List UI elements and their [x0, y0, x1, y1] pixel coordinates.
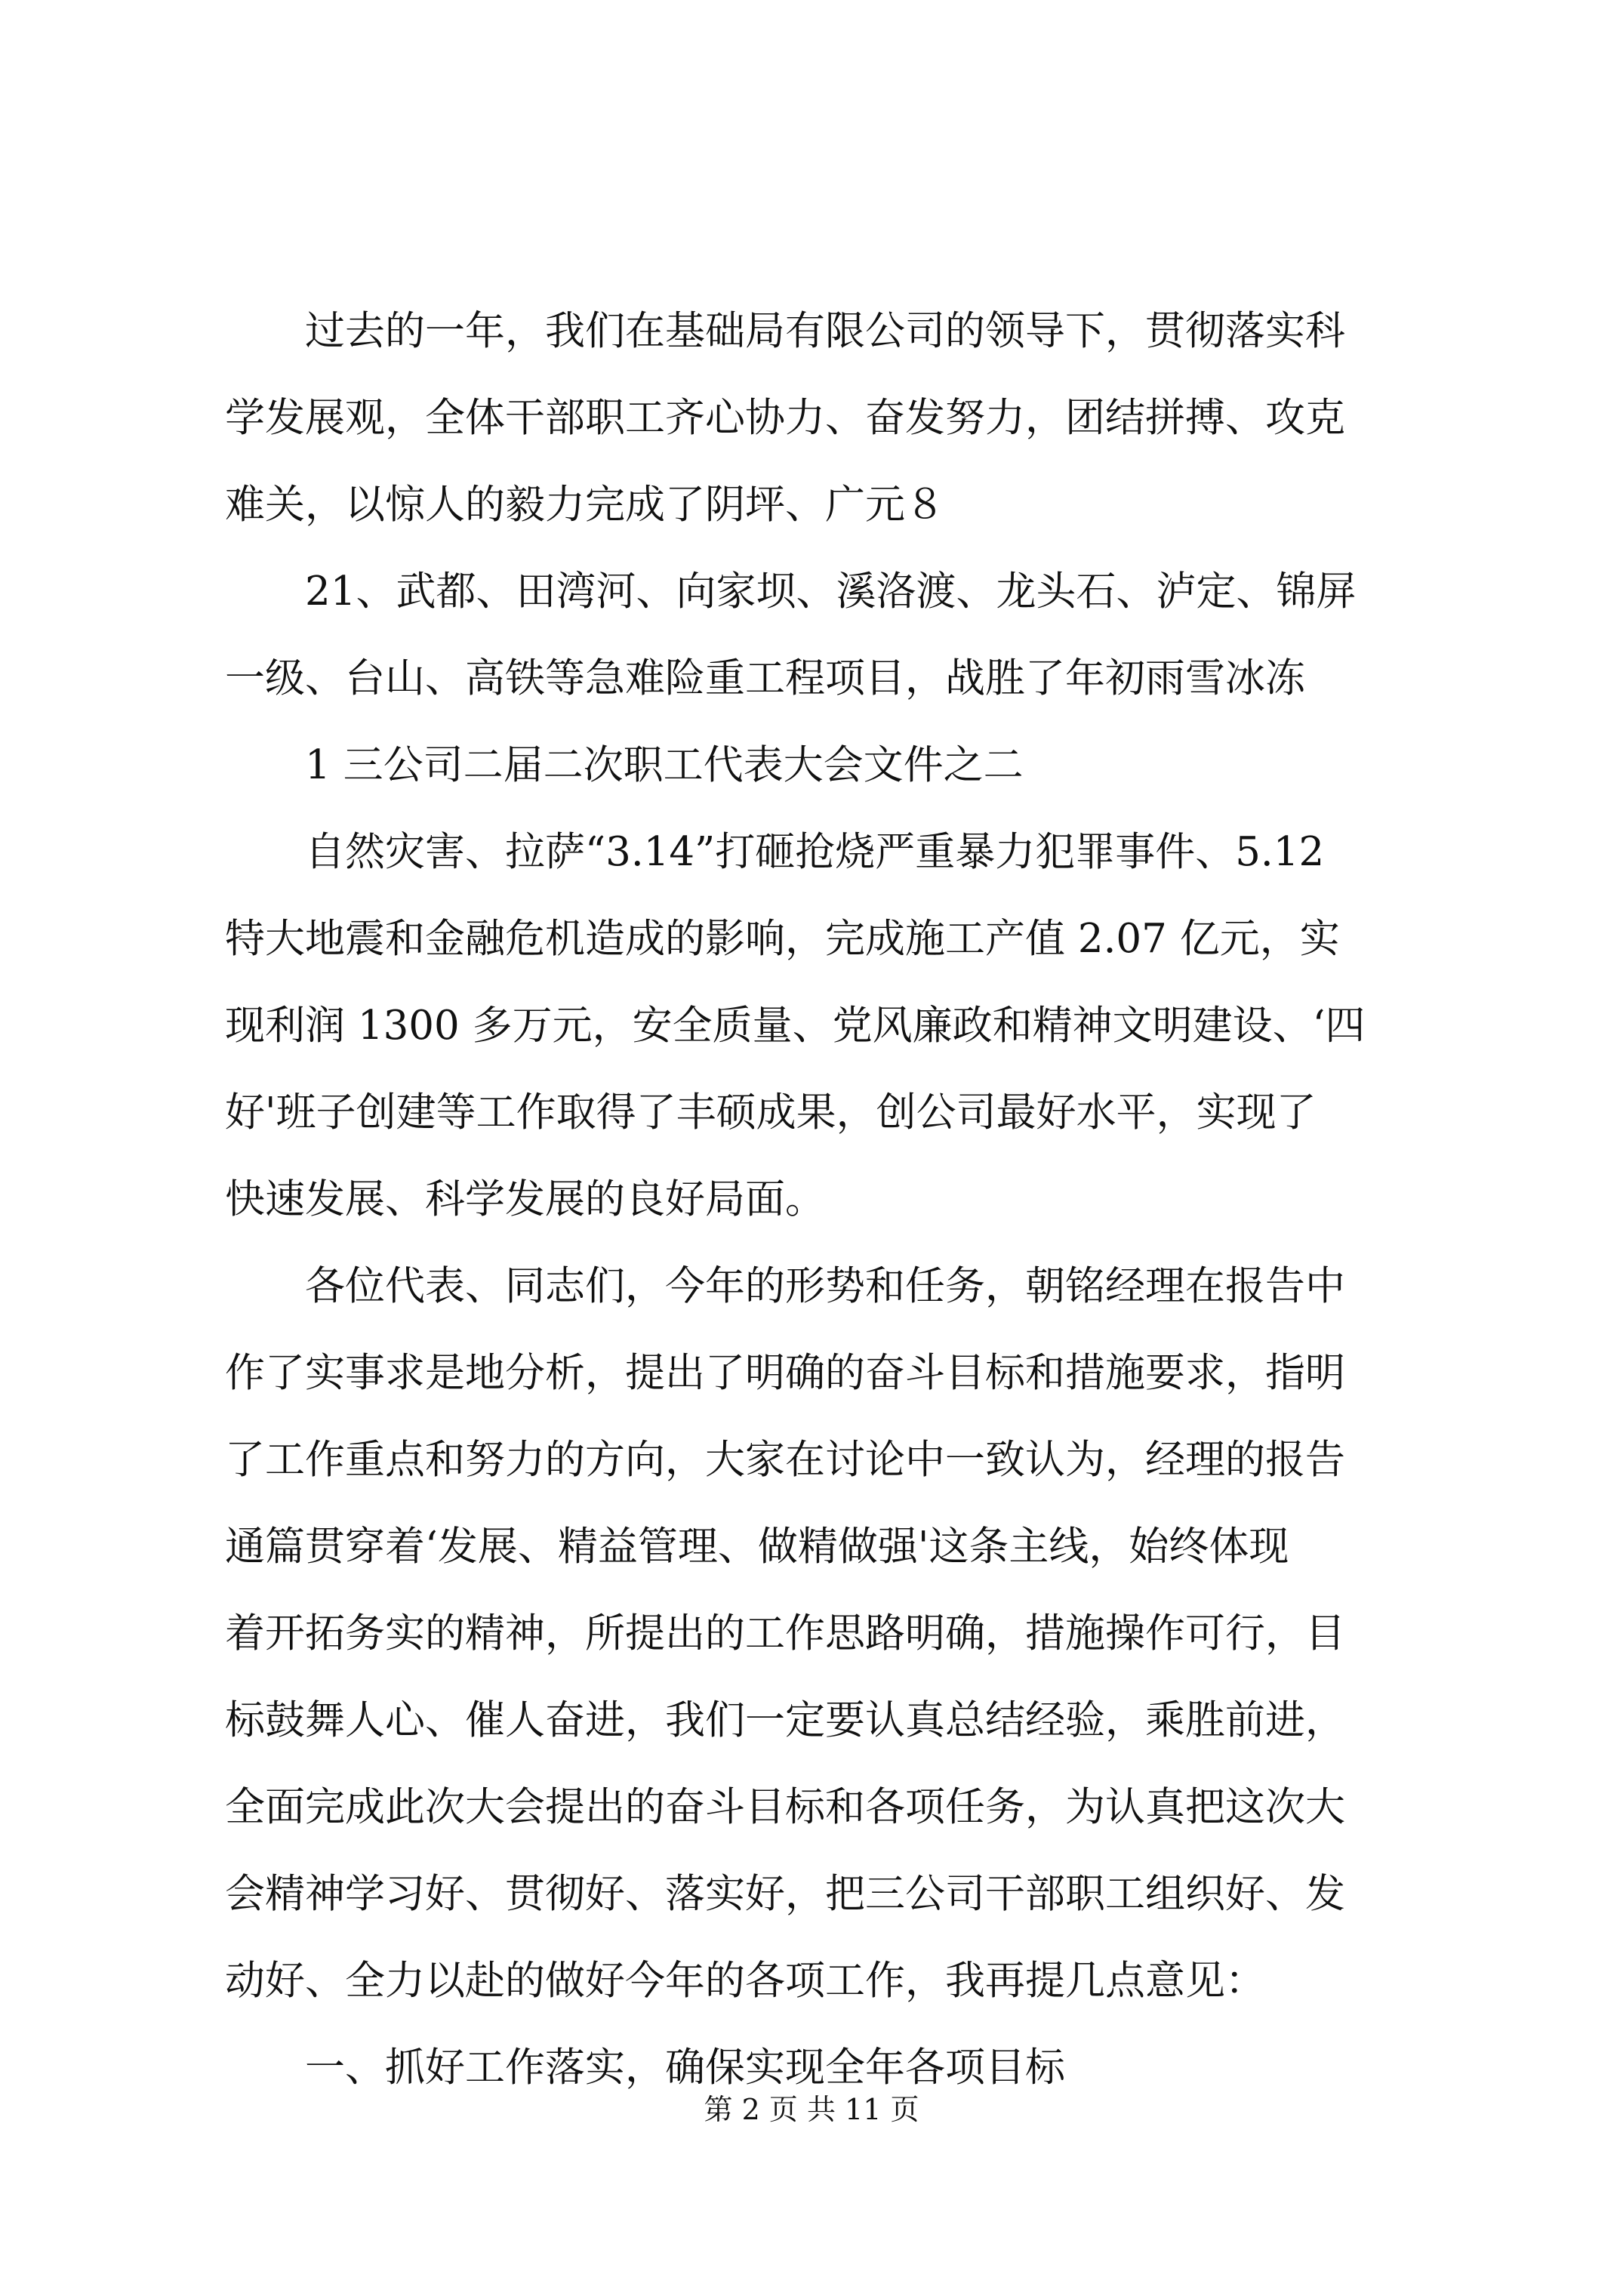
body-line: 1 三公司二届二次职工代表大会文件之二	[305, 742, 1024, 788]
body-line: 动好、全力以赴的做好今年的各项工作，我再提几点意见：	[225, 1958, 1265, 2004]
body-line: 会精神学习好、贯彻好、落实好，把三公司干部职工组织好、发	[225, 1871, 1345, 1917]
body-line: 通篇贯穿着‘发展、精益管理、做精做强'这条主线，始终体现	[225, 1524, 1289, 1570]
body-line: 特大地震和金融危机造成的影响，完成施工产值 2.07 亿元，实	[225, 916, 1340, 962]
body-line: 快速发展、科学发展的良好局面。	[225, 1176, 825, 1222]
body-line: 过去的一年，我们在基础局有限公司的领导下，贯彻落实科	[305, 308, 1345, 354]
section-heading: 一、抓好工作落实，确保实现全年各项目标	[305, 2045, 1065, 2091]
body-line: 标鼓舞人心、催人奋进，我们一定要认真总结经验，乘胜前进，	[225, 1697, 1345, 1743]
body-line: 各位代表、同志们，今年的形势和任务，朝铭经理在报告中	[305, 1263, 1345, 1309]
body-line: 学发展观，全体干部职工齐心协力、奋发努力，团结拼搏、攻克	[225, 395, 1345, 441]
body-line: 难关，以惊人的毅力完成了阴坪、广元８	[225, 482, 945, 528]
body-line: 好'班子创建等工作取得了丰硕成果，创公司最好水平，实现了	[225, 1089, 1317, 1136]
body-line: 着开拓务实的精神，所提出的工作思路明确，措施操作可行，目	[225, 1610, 1345, 1657]
page-footer: 第 2 页 共 11 页	[704, 2093, 919, 2126]
body-line: 了工作重点和努力的方向，大家在讨论中一致认为，经理的报告	[225, 1437, 1345, 1483]
body-line: 一级、台山、高铁等急难险重工程项目，战胜了年初雨雪冰冻	[225, 655, 1305, 701]
body-line: 21、武都、田湾河、向家坝、溪洛渡、龙头石、泸定、锦屏	[305, 569, 1357, 615]
body-line: 自然灾害、拉萨“3.14”打砸抢烧严重暴力犯罪事件、5.12	[305, 829, 1325, 875]
body-line: 现利润 1300 多万元，安全质量、党风廉政和精神文明建设、‘四	[225, 1003, 1366, 1049]
body-line: 全面完成此次大会提出的奋斗目标和各项任务，为认真把这次大	[225, 1784, 1345, 1830]
body-line: 作了实事求是地分析，提出了明确的奋斗目标和措施要求，指明	[225, 1350, 1345, 1396]
